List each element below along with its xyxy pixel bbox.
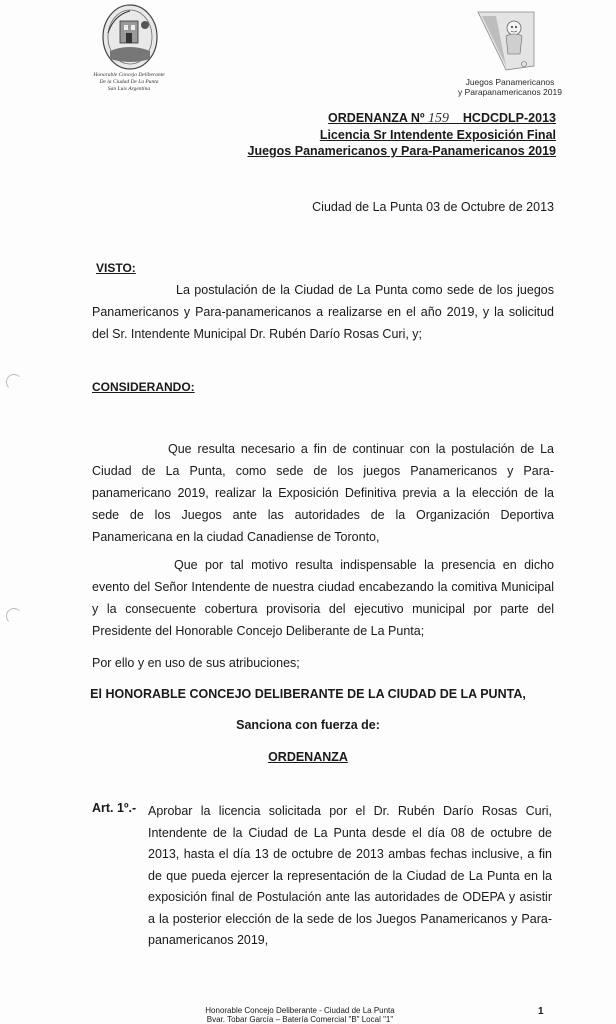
considerando-paragraph-1: Que resulta necesario a fin de continuar con la postulación de La Ciudad de La Punta, como sede de los juegos Panamericanos y Para-panamericano 2019, realizar la Exposición Definitiva previa a la elección de la sede de los Juegos ante las autoridades de la Organización Deportiva Panamericana en la ciudad Canadiense de Toronto,	[92, 442, 554, 544]
ordinance-code: HCDCDLP-2013	[462, 111, 556, 125]
panamerican-games-logo	[476, 8, 536, 74]
handwritten-ordinance-number: 159	[428, 111, 449, 126]
council-declaration: El HONORABLE CONCEJO DELIBERANTE DE LA CIUDAD DE LA PUNTA,	[90, 687, 526, 701]
ordinance-subject-line-2: Juegos Panamericanos y Para-Panamericanos 2019	[247, 144, 556, 158]
article-1-text: Aprobar la licencia solicitada por el Dr. Rubén Darío Rosas Curi, Intendente de la Ciudad de La Punta desde el día 08 de octubre de 2013, hasta el día 13 de octubre de 2013 ambas fechas inclusive, a fin de que pueda ejercer la representación de la Ciudad de La Punta en la exposición final de Postulación ante las autoridades de ODEPA y asistir a la posterior elección de la sede de los Juegos Panamericanos y Para-panamericanos 2019,	[148, 804, 552, 947]
article-1-label: Art. 1º.-	[92, 801, 137, 815]
ordinance-title: ORDENANZA	[268, 750, 348, 764]
page-number: 1	[538, 1006, 544, 1017]
council-seal-logo	[100, 3, 160, 71]
considerando-paragraph-3: Por ello y en uso de sus atribuciones;	[92, 656, 300, 670]
document-date: Ciudad de La Punta 03 de Octubre de 2013	[312, 200, 554, 214]
panamerican-games-caption: Juegos Panamericanos y Parapanamericanos 2019	[458, 77, 562, 97]
considerando-paragraph-2: Que por tal motivo resulta indispensable la presencia en dicho evento del Señor Intendente de nuestra ciudad encabezando la comitiva Municipal y la consecuente cobertura provisoria del ejecutivo municipal por parte del Presidente del Honorable Concejo Deliberante de La Punta;	[92, 558, 554, 638]
visto-heading: VISTO:	[96, 261, 136, 275]
ordinance-number-line: ORDENANZA Nº 159 HCDCDLP-2013	[328, 111, 556, 126]
council-seal-caption: Honorable Concejo Deliberante De la Ciudad De La Punta San Luis Argentina	[93, 72, 165, 92]
considerando-heading: CONSIDERANDO:	[92, 380, 195, 394]
sanction-line: Sanciona con fuerza de:	[236, 718, 380, 732]
page-footer: Honorable Concejo Deliberante - Ciudad de La Punta Bvar. Tobar García – Batería Comercial "B" Local "1"	[205, 1006, 395, 1024]
visto-paragraph: La postulación de la Ciudad de La Punta como sede de los juegos Panamericanos y Para-panamericanos a realizarse en el año 2019, y la solicitud del Sr. Intendente Municipal Dr. Rubén Darío Rosas Curi, y;	[92, 283, 554, 341]
punch-hole-mark	[6, 374, 22, 390]
ordinance-subject-line-1: Licencia Sr Intendente Exposición Final	[319, 128, 556, 142]
ordinance-header	[248, 110, 557, 159]
punch-hole-mark	[6, 608, 22, 624]
